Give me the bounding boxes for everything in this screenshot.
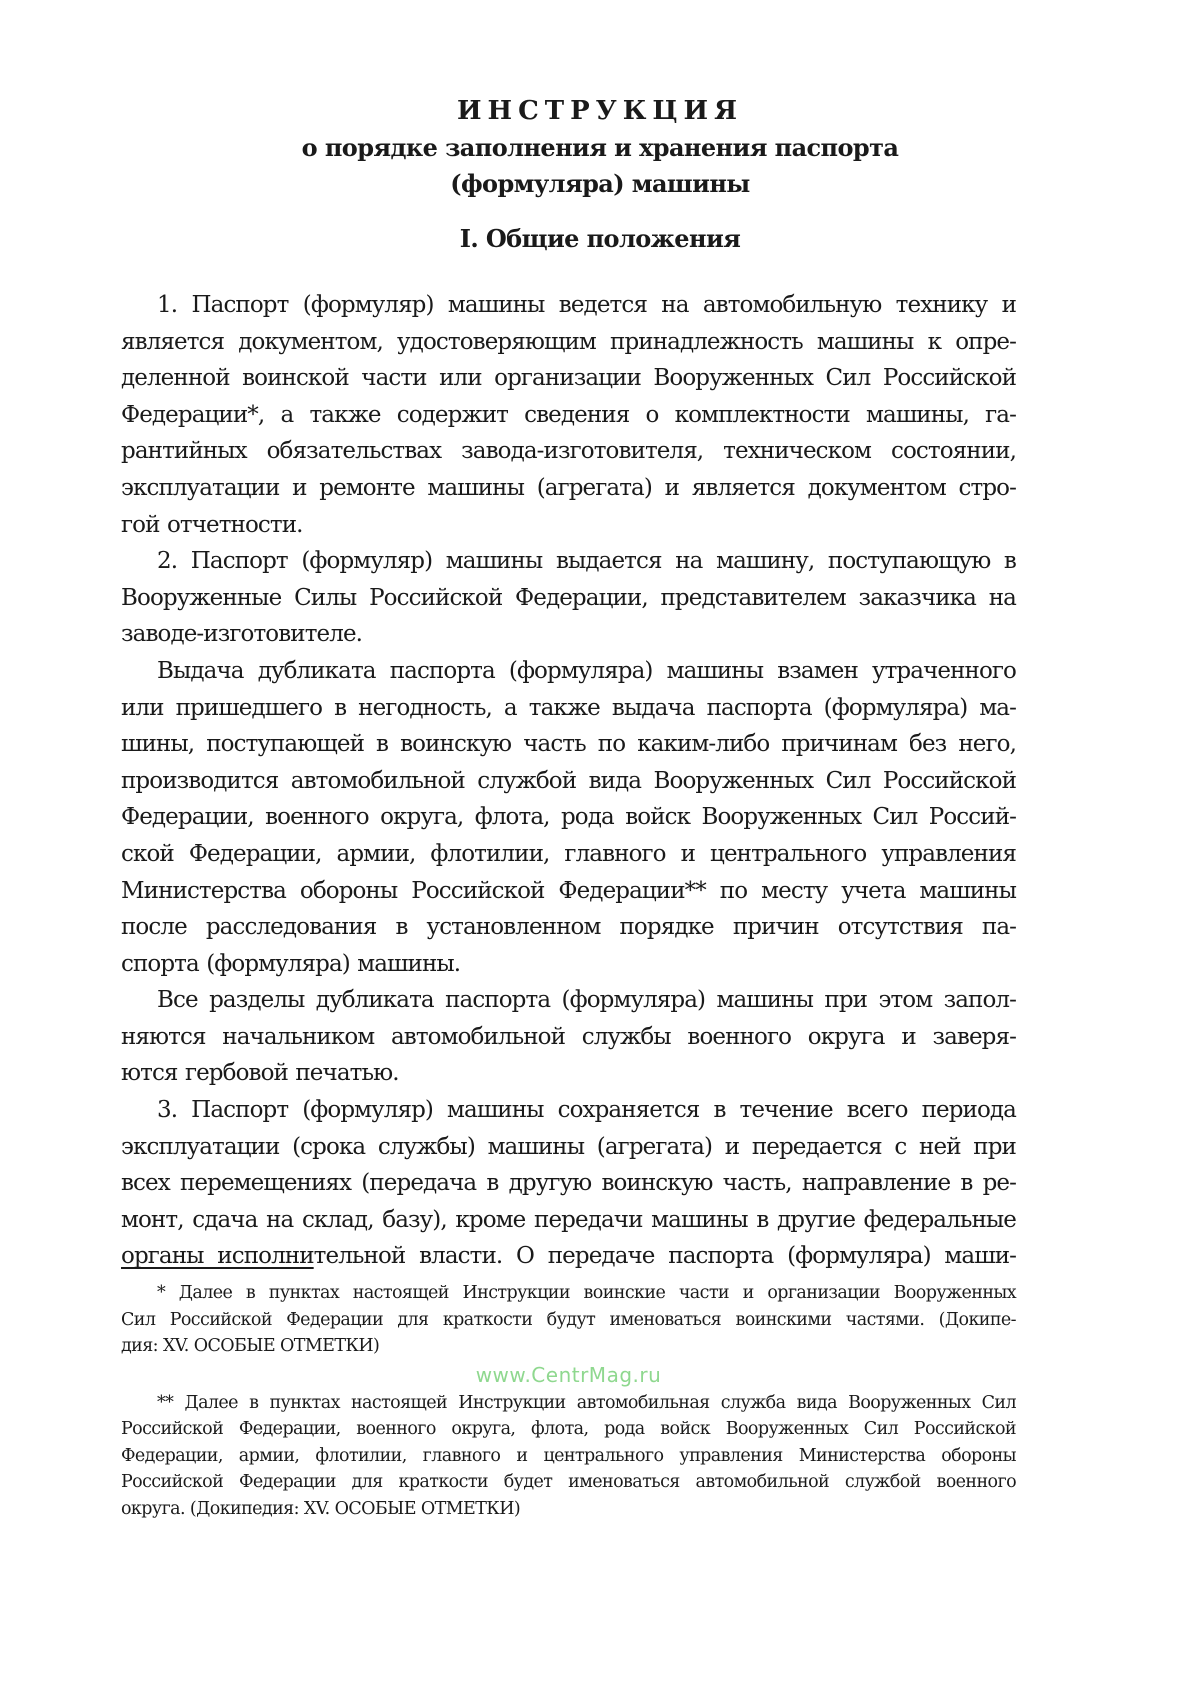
body-line: производится автомобильной службой вида Вооруженных Сил Российской (121, 767, 1016, 794)
body-line: эксплуатации и ремонте машины (агрегата) и является документом стро- (121, 474, 1016, 501)
footnote-2 (121, 1390, 1016, 1523)
title-line-3: (формуляра) машины (450, 169, 750, 198)
title-line-2: о порядке заполнения и хранения паспорта (301, 133, 899, 162)
footnote-line: ** Далее в пунктах настоящей Инструкции автомобильная служба вида Вооруженных Сил (157, 1392, 1016, 1413)
footnote-line: дия: XV. ОСОБЫЕ ОТМЕТКИ) (121, 1336, 380, 1356)
body-line: после расследования в установленном порядке причин отсутствия па- (121, 914, 1016, 941)
body-line: Вооруженные Силы Российской Федерации, представителем заказчика на (121, 584, 1016, 611)
body-line: монт, сдача на склад, базу), кроме передачи машины в другие федеральные (121, 1206, 1016, 1233)
body-line: Федерации*, а также содержит сведения о комплектности машины, га- (121, 401, 1016, 428)
document-title (0, 92, 1200, 202)
footnote-separator-underline: органы исполни (121, 1243, 314, 1270)
body-line: рантийных обязательствах завода-изготовителя, техническом состоянии, (121, 438, 1016, 465)
footnote-line: Российской Федерации, военного округа, флота, рода войск Вооруженных Сил Российской (121, 1419, 1016, 1439)
body-line: ются гербовой печатью. (121, 1060, 399, 1087)
body-line: 1. Паспорт (формуляр) машины ведется на автомобильную технику и (157, 292, 1016, 318)
section-heading: I. Общие положения (459, 224, 741, 253)
footnote-line: Российской Федерации для краткости будет именоваться автомобильной службой военного (121, 1472, 1016, 1492)
body-line: Выдача дубликата паспорта (формуляра) машины взамен утраченного (157, 657, 1016, 684)
body-line: является документом, удостоверяющим принадлежность машины к опре- (121, 328, 1016, 355)
body-line-rest: тельной власти. О передаче паспорта (формуляра) маши- (313, 1243, 1016, 1270)
body-line: заводе-изготовителе. (121, 621, 363, 648)
body-line: няются начальником автомобильной службы военного округа и заверя- (121, 1023, 1016, 1050)
body-line: гой отчетности. (121, 511, 303, 538)
body-line: Министерства обороны Российской Федерации** по месту учета машины (121, 877, 1016, 904)
body-text (121, 287, 1016, 1275)
body-line: или пришедшего в негодность, а также выдача паспорта (формуляра) ма- (121, 694, 1016, 721)
footnote-gap (121, 1360, 1016, 1390)
body-line: шины, поступающей в воинскую часть по каким-либо причинам без него, (121, 731, 1016, 758)
body-line: Федерации, военного округа, флота, рода войск Вооруженных Сил Россий- (121, 804, 1016, 831)
body-line: эксплуатации (срока службы) машины (агрегата) и передается с ней при (121, 1133, 1016, 1160)
footnote-line: Сил Российской Федерации для краткости будут именоваться воинскими частями. (Докипе- (121, 1309, 1016, 1330)
footnotes (121, 1280, 1016, 1522)
title-line-1: ИНСТРУКЦИЯ (456, 96, 744, 126)
body-line: 2. Паспорт (формуляр) машины выдается на машину, поступающую в (157, 548, 1016, 575)
footnote-1 (121, 1280, 1016, 1360)
body-line-last (121, 1238, 1016, 1275)
footnote-line: округа. (Докипедия: XV. ОСОБЫЕ ОТМЕТКИ) (121, 1498, 521, 1519)
body-line: 3. Паспорт (формуляр) машины сохраняется в течение всего периода (157, 1097, 1016, 1124)
watermark: www.CentrMag.ru (475, 1362, 662, 1387)
footnote-line: * Далее в пунктах настоящей Инструкции воинские части и организации Вооруженных (157, 1283, 1016, 1303)
body-line: всех перемещениях (передача в другую воинскую часть, направление в ре- (121, 1170, 1016, 1197)
body-line: деленной воинской части или организации Вооруженных Сил Российской (121, 365, 1016, 392)
body-line: спорта (формуляра) машины. (121, 950, 461, 977)
body-line: Все разделы дубликата паспорта (формуляра) машины при этом запол- (157, 987, 1016, 1014)
body-line: ской Федерации, армии, флотилии, главного и центрального управления (121, 840, 1016, 867)
footnote-line: Федерации, армии, флотилии, главного и центрального управления Министерства обороны (121, 1445, 1016, 1466)
